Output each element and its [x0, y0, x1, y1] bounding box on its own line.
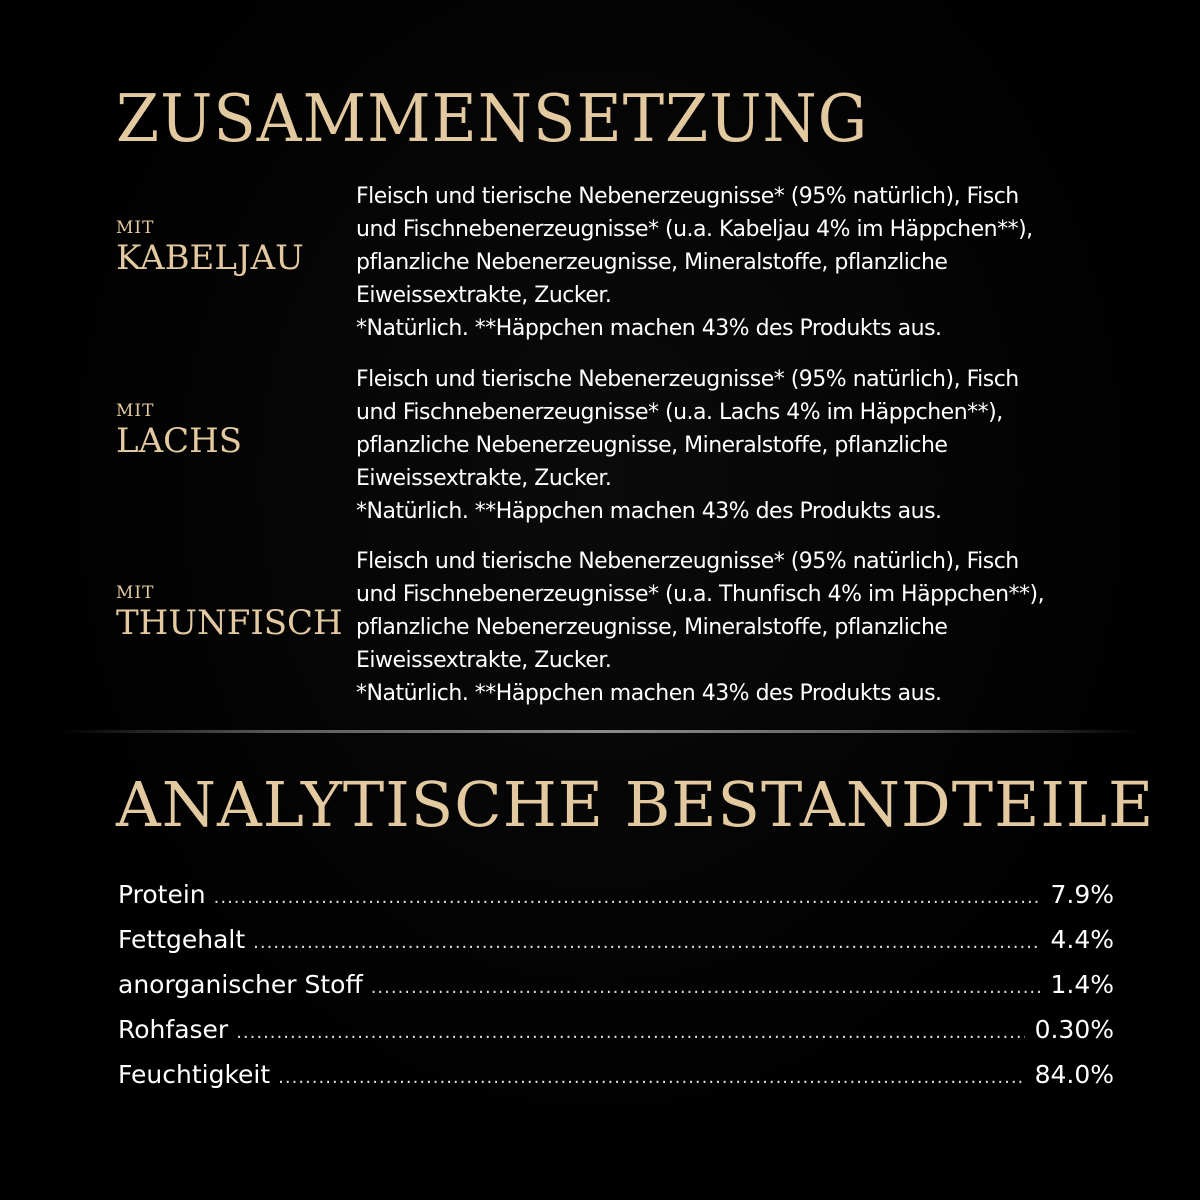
ingredient-line: pflanzliche Nebenerzeugnisse, Mineralstoffe, pflanzliche	[356, 433, 948, 458]
dot-leader	[253, 920, 1040, 965]
nutrient-value: 1.4%	[1050, 970, 1114, 999]
ingredient-line: Eiweissextrakte, Zucker.	[356, 648, 612, 673]
nutrient-label: Fettgehalt	[118, 925, 246, 954]
ingredient-line: und Fischnebenerzeugnisse* (u.a. Kabeljau 4% im Häppchen**),	[356, 217, 1033, 242]
nutrient-label: Rohfaser	[118, 1015, 229, 1044]
variant-name: LACHS	[116, 421, 243, 461]
variant-name: THUNFISCH	[116, 603, 343, 643]
ingredient-line: Fleisch und tierische Nebenerzeugnisse* (95% natürlich), Fisch	[356, 184, 1019, 209]
dot-leader	[214, 875, 1041, 920]
nutrient-row-protein	[118, 872, 1114, 917]
composition-title: ZUSAMMENSETZUNG	[116, 80, 869, 157]
variant-label	[116, 218, 304, 278]
nutrient-row-ash	[118, 962, 1114, 1007]
nutrient-label: Feuchtigkeit	[118, 1060, 271, 1089]
ingredient-line: Fleisch und tierische Nebenerzeugnisse* (95% natürlich), Fisch	[356, 367, 1019, 392]
ingredient-line: und Fischnebenerzeugnisse* (u.a. Thunfisch 4% im Häppchen**),	[356, 582, 1045, 607]
nutrient-value: 7.9%	[1050, 880, 1114, 909]
variant-prefix: MIT	[116, 401, 155, 421]
nutrient-label: Protein	[118, 880, 206, 909]
analytic-table	[118, 872, 1114, 1097]
variant-ingredients	[356, 363, 1146, 528]
ingredient-line: Fleisch und tierische Nebenerzeugnisse* (95% natürlich), Fisch	[356, 549, 1019, 574]
variant-prefix: MIT	[116, 583, 155, 603]
nutrient-label: anorganischer Stoff	[118, 970, 363, 999]
ingredient-footnote: *Natürlich. **Häppchen machen 43% des Produkts aus.	[356, 316, 942, 341]
nutrient-value: 0.30%	[1034, 1015, 1114, 1044]
ingredient-line: und Fischnebenerzeugnisse* (u.a. Lachs 4% im Häppchen**),	[356, 400, 1003, 425]
ingredient-footnote: *Natürlich. **Häppchen machen 43% des Produkts aus.	[356, 681, 942, 706]
ingredient-line: pflanzliche Nebenerzeugnisse, Mineralstoffe, pflanzliche	[356, 250, 948, 275]
ingredient-footnote: *Natürlich. **Häppchen machen 43% des Produkts aus.	[356, 499, 942, 524]
analytic-title: ANALYTISCHE BESTANDTEILE	[116, 768, 1155, 841]
variant-ingredients	[356, 180, 1146, 345]
dot-leader	[371, 965, 1041, 1010]
ingredient-line: pflanzliche Nebenerzeugnisse, Mineralstoffe, pflanzliche	[356, 615, 948, 640]
nutrient-row-moisture	[118, 1052, 1114, 1097]
variant-label	[116, 401, 242, 461]
variant-ingredients	[356, 545, 1146, 710]
variant-name: KABELJAU	[116, 238, 304, 278]
nutrient-value: 4.4%	[1050, 925, 1114, 954]
dot-leader	[236, 1010, 1024, 1055]
nutrient-row-fibre	[118, 1007, 1114, 1052]
nutrient-value: 84.0%	[1034, 1060, 1114, 1089]
section-divider	[60, 730, 1140, 733]
dot-leader	[278, 1055, 1024, 1100]
ingredient-line: Eiweissextrakte, Zucker.	[356, 283, 612, 308]
nutrient-row-fat	[118, 917, 1114, 962]
variant-prefix: MIT	[116, 218, 155, 238]
variant-label	[116, 583, 343, 643]
ingredient-line: Eiweissextrakte, Zucker.	[356, 466, 612, 491]
